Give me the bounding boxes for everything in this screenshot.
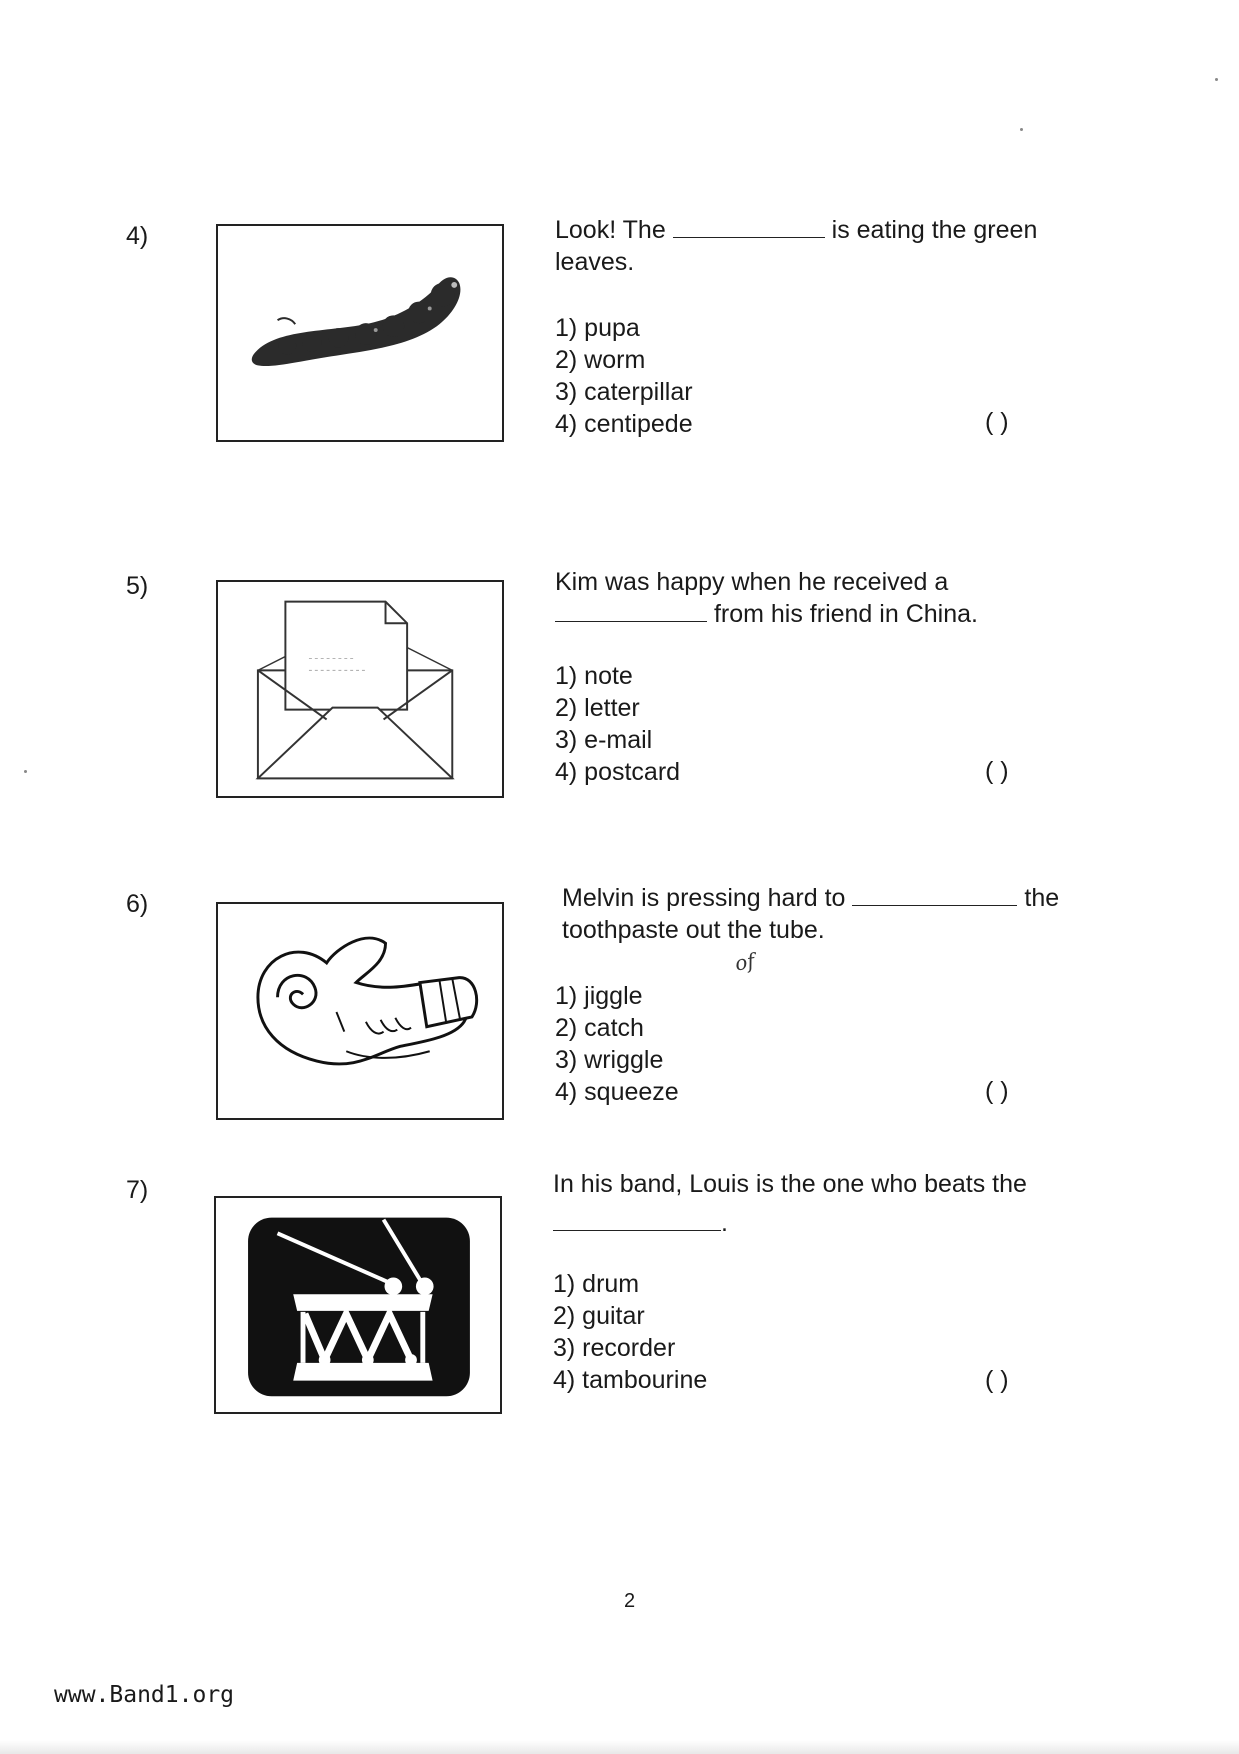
question-stem [553,1168,1113,1239]
toothpaste-icon [218,904,502,1118]
question-number: 4) [126,222,149,250]
stem-text-after: the toothpaste out the tube. [562,884,1060,944]
question-stem [555,566,1075,630]
option-3[interactable]: 3) caterpillar [555,378,693,406]
stem-text-before: Kim was happy when he received a [555,568,949,596]
drum-picture [214,1196,502,1414]
handwritten-note: of [733,948,757,976]
scan-speck [24,770,27,773]
options-list [555,312,693,440]
scan-edge [0,1740,1239,1754]
stem-text-after: from his friend in China. [713,600,978,628]
answer-blank[interactable] [673,217,825,238]
scan-speck [1215,78,1218,81]
caterpillar-picture [216,224,504,442]
option-3[interactable]: 3) wriggle [555,1046,664,1074]
option-2[interactable]: 2) letter [555,694,640,722]
option-1[interactable]: 1) note [555,662,633,690]
option-1[interactable]: 1) jiggle [555,982,643,1010]
question-number: 7) [126,1176,149,1204]
answer-bracket[interactable]: ( ) [985,1077,1009,1105]
question-number: 5) [126,572,149,600]
answer-bracket[interactable]: ( ) [985,757,1009,785]
option-2[interactable]: 2) guitar [553,1302,645,1330]
answer-blank[interactable] [852,885,1017,906]
option-3[interactable]: 3) e-mail [555,726,653,754]
option-3[interactable]: 3) recorder [553,1334,676,1362]
envelope-icon [218,582,502,796]
scan-speck [1020,128,1023,131]
option-4[interactable]: 4) postcard [555,758,681,786]
answer-bracket[interactable]: ( ) [985,1366,1009,1394]
footer-url[interactable]: www.Band1.org [54,1682,235,1708]
option-4[interactable]: 4) squeeze [555,1078,679,1106]
question-stem [562,882,1107,946]
options-list [555,660,680,788]
options-list [553,1268,707,1396]
stem-text-before: In his band, Louis is the one who beats the [553,1170,1027,1198]
drum-icon [216,1198,500,1412]
question-number: 6) [126,890,149,918]
answer-blank[interactable] [553,1210,721,1231]
question-stem [555,214,1095,278]
caterpillar-icon [218,226,502,440]
stem-text-before: Melvin is pressing hard to [562,884,846,912]
stem-text-after: is eating the green leaves. [555,216,1038,276]
option-2[interactable]: 2) worm [555,346,646,374]
stem-text-before: Look! The [555,216,666,244]
option-1[interactable]: 1) drum [553,1270,640,1298]
answer-blank[interactable] [555,601,707,622]
page-number: 2 [624,1590,636,1612]
option-1[interactable]: 1) pupa [555,314,640,342]
answer-bracket[interactable]: ( ) [985,408,1009,436]
envelope-letter-picture [216,580,504,798]
option-4[interactable]: 4) centipede [555,410,693,438]
option-4[interactable]: 4) tambourine [553,1366,708,1394]
option-2[interactable]: 2) catch [555,1014,644,1042]
options-list [555,980,679,1108]
toothpaste-tube-picture [216,902,504,1120]
stem-text-after: . [721,1209,728,1237]
